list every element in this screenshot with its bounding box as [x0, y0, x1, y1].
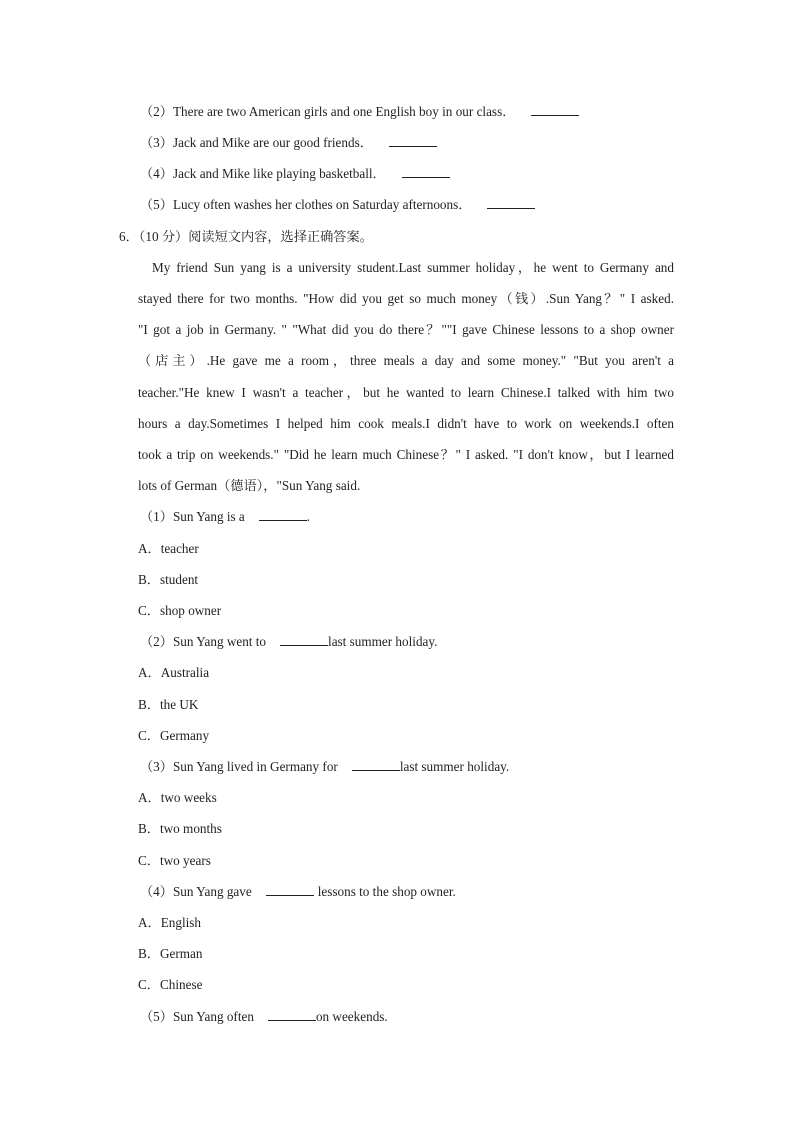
option-a[interactable]: A．Australia	[138, 665, 210, 680]
sub-question-text-after: on weekends.	[315, 1009, 388, 1024]
prev-item-number: （4）	[140, 166, 173, 181]
option-b[interactable]: B．student	[138, 572, 199, 587]
passage-line: My friend Sun yang is a university student.Last summer holiday，he went to Germany and	[152, 260, 674, 275]
passage-line: teacher."He knew I wasn't a teacher，but he wanted to learn Chinese.I talked with him two	[138, 385, 674, 400]
sub-question-text-after: .	[306, 509, 311, 524]
option-b[interactable]: B．the UK	[138, 697, 199, 712]
prev-item-number: （3）	[140, 135, 173, 150]
option-a[interactable]: A．teacher	[138, 541, 199, 556]
sub-question-4	[140, 883, 456, 901]
option-a[interactable]: A．two weeks	[138, 790, 217, 805]
prev-item-text: Jack and Mike like playing basketball．	[172, 166, 386, 181]
sub-question-text-after: lessons to the shop owner.	[317, 884, 456, 899]
answer-blank[interactable]	[402, 165, 450, 178]
prev-item-5	[140, 196, 539, 214]
passage-line: stayed there for two months. "How did you get so much money（钱）.Sun Yang？" I asked.	[138, 291, 674, 306]
option-c[interactable]: C．shop owner	[138, 603, 222, 618]
sub-question-number: （2）	[140, 634, 173, 649]
passage-line: （店主）.He gave me a room，three meals a day and some money." "But you aren't a	[138, 353, 674, 368]
sub-question-text: Sun Yang is a	[172, 509, 245, 524]
answer-blank[interactable]	[268, 1008, 316, 1021]
option-c[interactable]: C．Germany	[138, 728, 210, 743]
sub-question-text: Sun Yang lived in Germany for	[172, 759, 338, 774]
option-b[interactable]: B．two months	[138, 821, 222, 836]
prev-item-2	[140, 103, 583, 121]
answer-blank[interactable]	[487, 196, 535, 209]
prev-item-text: Jack and Mike are our good friends．	[172, 135, 373, 150]
sub-question-2	[140, 633, 437, 651]
answer-blank[interactable]	[266, 883, 314, 896]
sub-question-3	[140, 758, 509, 776]
sub-question-number: （1）	[140, 509, 173, 524]
sub-question-number: （3）	[140, 759, 173, 774]
sub-question-5	[140, 1008, 388, 1026]
option-c[interactable]: C．Chinese	[138, 977, 203, 992]
option-c[interactable]: C．two years	[138, 853, 211, 868]
sub-question-text-after: last summer holiday.	[328, 634, 438, 649]
prev-item-number: （2）	[140, 104, 173, 119]
passage-line: took a trip on weekends." "Did he learn much Chinese？" I asked. "I don't know，but I learned	[138, 447, 674, 462]
sub-question-text: Sun Yang went to	[172, 634, 267, 649]
passage-line: hours a day.Sometimes I helped him cook meals.I didn't have to work on weekends.I often	[138, 416, 674, 431]
answer-blank[interactable]	[531, 103, 579, 116]
answer-blank[interactable]	[352, 758, 400, 771]
passage-line: "I got a job in Germany. " "What did you do there？""I gave Chinese lessons to a shop owner	[138, 322, 674, 337]
sub-question-text: Sun Yang gave	[172, 884, 252, 899]
question-heading: 6．（10 分）阅读短文内容，选择正确答案。	[119, 229, 373, 244]
option-b[interactable]: B．German	[138, 946, 203, 961]
answer-blank[interactable]	[259, 508, 307, 521]
prev-item-number: （5）	[140, 197, 173, 212]
prev-item-3	[140, 134, 441, 152]
passage-line: lots of German（德语），"Sun Yang said.	[138, 478, 361, 493]
sub-question-text: Sun Yang often	[172, 1009, 254, 1024]
answer-blank[interactable]	[389, 134, 437, 147]
sub-question-number: （4）	[140, 884, 173, 899]
sub-question-text-after: last summer holiday.	[399, 759, 510, 774]
prev-item-text: There are two American girls and one English boy in our class．	[172, 104, 516, 119]
prev-item-4	[140, 165, 454, 183]
sub-question-number: （5）	[140, 1009, 173, 1024]
answer-blank[interactable]	[280, 633, 328, 646]
sub-question-1	[140, 508, 310, 526]
prev-item-text: Lucy often washes her clothes on Saturday afternoons．	[172, 197, 472, 212]
option-a[interactable]: A．English	[138, 915, 202, 930]
